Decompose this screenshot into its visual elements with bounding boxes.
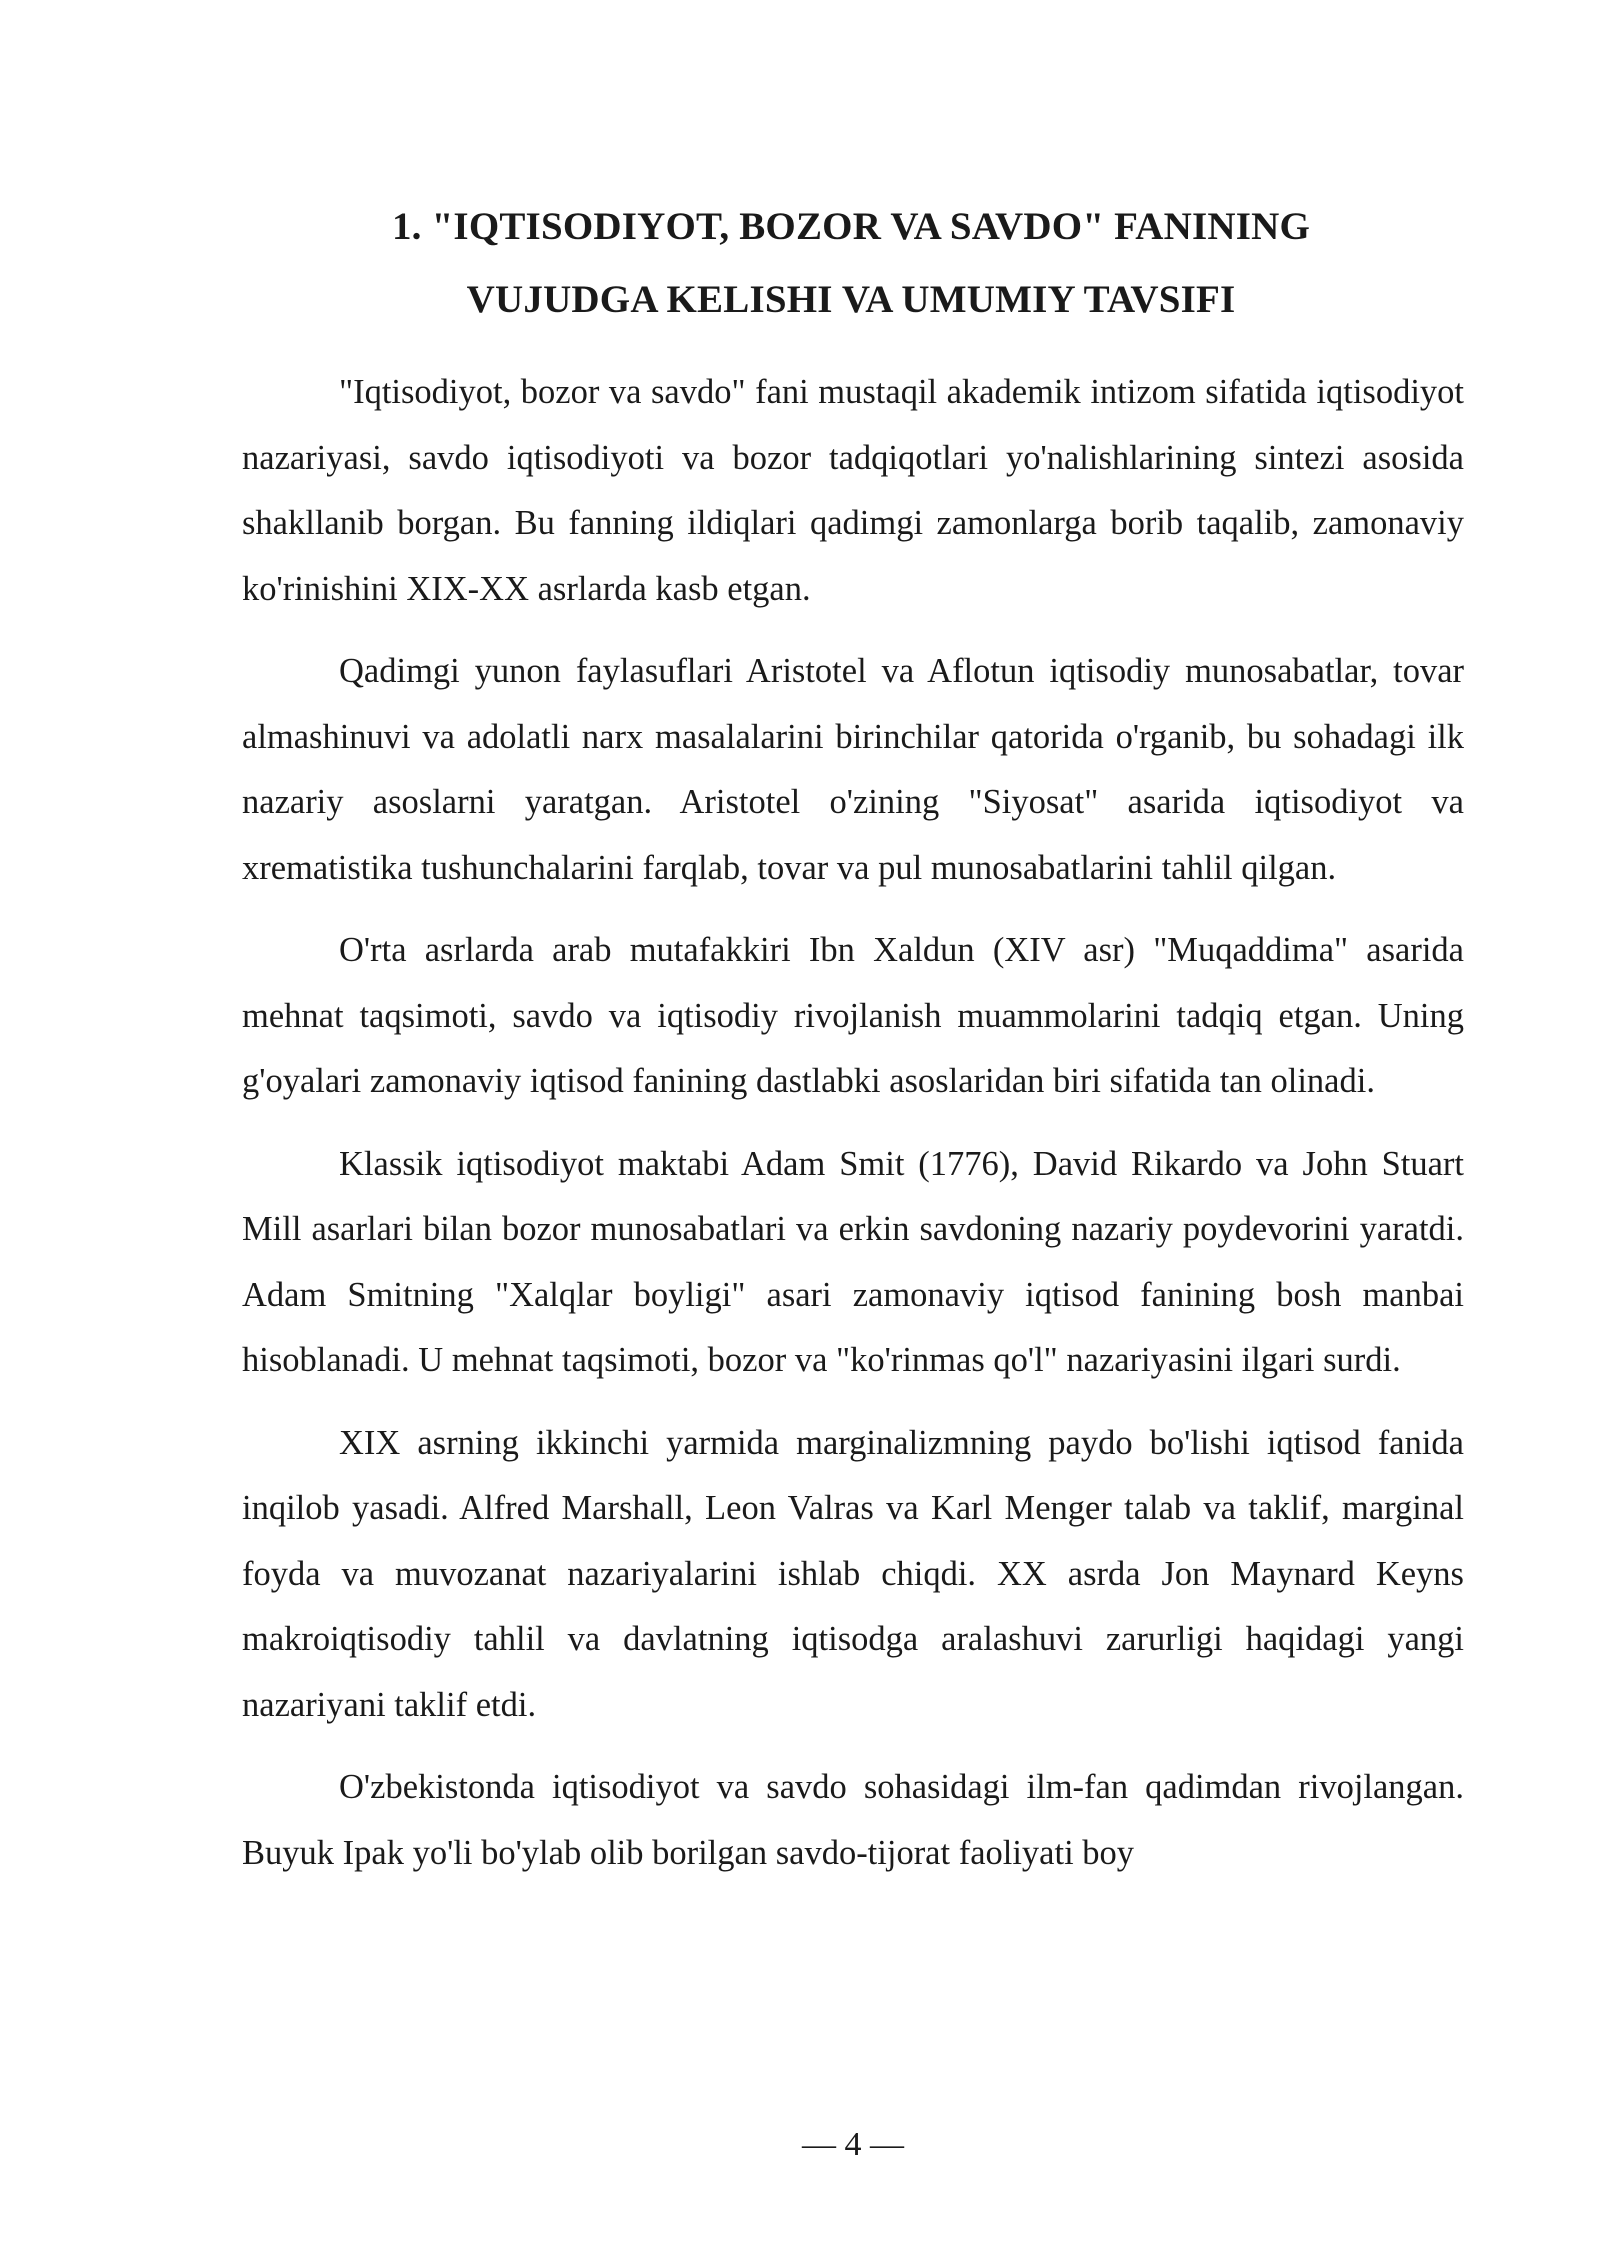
paragraph-1: "Iqtisodiyot, bozor va savdo" fani mustaqil akademik intizom sifatida iqtisodiyot nazariyasi, savdo iqtisodiyoti va bozor tadqiqotlari yo'nalishlarining sintezi asosida shakllanib borgan. Bu fanning ildiqlari qadimgi zamonlarga borib taqalib, zamonaviy ko'rinishini XIX-XX asrlarda kasb etgan. xyxy=(242,373,1464,608)
chapter-title-line-2: VUJUDGA KELISHI VA UMUMIY TAVSIFI xyxy=(466,278,1236,321)
paragraph-2: Qadimgi yunon faylasuflari Aristotel va Aflotun iqtisodiy munosabatlar, tovar almashinuvi va adolatli narx masalalarini birinchilar qatorida o'rganib, bu sohadagi ilk nazariy asoslarni yaratgan. Aristotel o'zining "Siyosat" asarida iqtisodiyot va xrematistika tushunchalarini farqlab, tovar va pul munosabatlarini tahlil qilgan. xyxy=(242,652,1464,887)
paragraph-6: O'zbekistonda iqtisodiyot va savdo sohasidagi ilm-fan qadimdan rivojlangan. Buyuk Ipak yo'li bo'ylab olib borilgan savdo-tijorat faoliyati boy xyxy=(242,1768,1464,1872)
paragraph-4: Klassik iqtisodiyot maktabi Adam Smit (1776), David Rikardo va John Stuart Mill asarlari bilan bozor munosabatlari va erkin savdoning nazariy poydevorini yaratdi. Adam Smitning "Xalqlar boyligi" asari zamonaviy iqtisod fanining bosh manbai hisoblanadi. U mehnat taqsimoti, bozor va "ko'rinmas qo'l" nazariyasini ilgari surdi. xyxy=(242,1144,1464,1379)
chapter-title-line-1: 1. "IQTISODIYOT, BOZOR VA SAVDO" FANINING xyxy=(391,205,1311,248)
paragraph-5: XIX asrning ikkinchi yarmida marginalizmning paydo bo'lishi iqtisod fanida inqilob yasadi. Alfred Marshall, Leon Valras va Karl Menger talab va taklif, marginal foyda va muvozanat nazariyalarini ishlab chiqdi. XX asrda Jon Maynard Keyns makroiqtisodiy tahlil va davlatning iqtisodga aralashuvi zarurligi haqidagi yangi nazariyani taklif etdi. xyxy=(242,1423,1464,1724)
paragraph-3: O'rta asrlarda arab mutafakkiri Ibn Xaldun (XIV asr) "Muqaddima" asarida mehnat taqsimoti, savdo va iqtisodiy rivojlanish muammolarini tadqiq etgan. Uning g'oyalari zamonaviy iqtisod fanining dastlabki asoslaridan biri sifatida tan olinadi. xyxy=(242,931,1464,1100)
body-text xyxy=(242,360,1464,1903)
chapter-title xyxy=(240,190,1462,336)
page-number: — 4 — xyxy=(802,2126,904,2163)
